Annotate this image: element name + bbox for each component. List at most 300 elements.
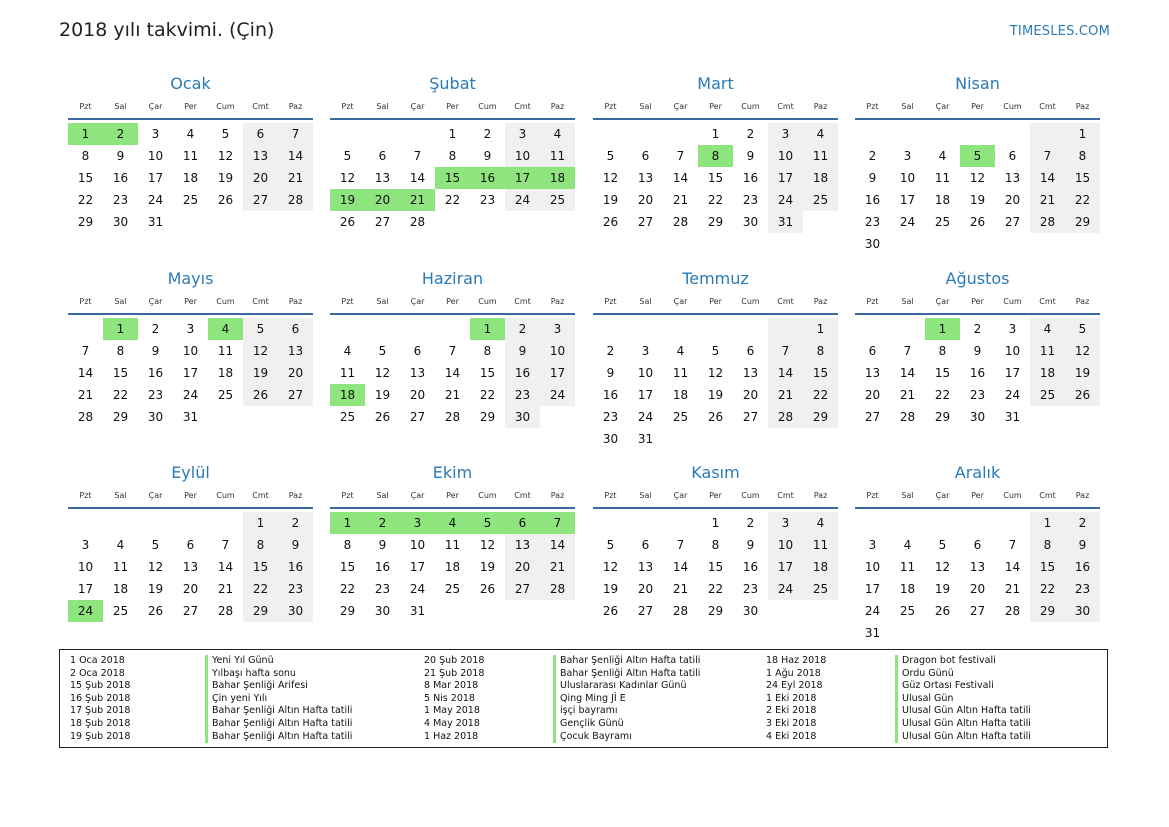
day-cell[interactable]: 17 bbox=[899, 193, 916, 207]
day-cell[interactable]: 4 bbox=[903, 538, 912, 552]
day-cell[interactable]: 21 bbox=[217, 582, 234, 596]
day-cell[interactable]: 10 bbox=[77, 560, 94, 574]
day-cell[interactable]: 24 bbox=[768, 578, 803, 600]
day-cell[interactable]: 3 bbox=[540, 318, 575, 340]
day-cell[interactable]: 3 bbox=[903, 149, 912, 163]
day-cell[interactable]: 29 bbox=[707, 215, 724, 229]
day-cell[interactable]: 1 bbox=[1065, 123, 1100, 145]
day-cell[interactable]: 18 bbox=[899, 582, 916, 596]
day-cell[interactable]: 2 bbox=[1065, 512, 1100, 534]
day-cell[interactable]: 19 bbox=[374, 388, 391, 402]
day-cell[interactable]: 14 bbox=[77, 366, 94, 380]
holiday-day-cell[interactable]: 3 bbox=[400, 512, 435, 534]
day-cell[interactable]: 19 bbox=[243, 362, 278, 384]
holiday-day-cell[interactable]: 1 bbox=[470, 318, 505, 340]
day-cell[interactable]: 3 bbox=[868, 538, 877, 552]
day-cell[interactable]: 23 bbox=[479, 193, 496, 207]
day-cell[interactable]: 20 bbox=[637, 582, 654, 596]
day-cell[interactable]: 21 bbox=[899, 388, 916, 402]
day-cell[interactable]: 17 bbox=[77, 582, 94, 596]
day-cell[interactable]: 21 bbox=[672, 582, 689, 596]
day-cell[interactable]: 6 bbox=[641, 538, 650, 552]
day-cell[interactable]: 9 bbox=[483, 149, 492, 163]
day-cell[interactable]: 22 bbox=[77, 193, 94, 207]
day-cell[interactable]: 21 bbox=[1004, 582, 1021, 596]
day-cell[interactable]: 28 bbox=[217, 604, 234, 618]
day-cell[interactable]: 15 bbox=[77, 171, 94, 185]
day-cell[interactable]: 4 bbox=[803, 123, 838, 145]
day-cell[interactable]: 13 bbox=[243, 145, 278, 167]
day-cell[interactable]: 7 bbox=[768, 340, 803, 362]
day-cell[interactable]: 8 bbox=[81, 149, 90, 163]
day-cell[interactable]: 18 bbox=[217, 366, 234, 380]
day-cell[interactable]: 23 bbox=[147, 388, 164, 402]
day-cell[interactable]: 18 bbox=[672, 388, 689, 402]
day-cell[interactable]: 8 bbox=[711, 538, 720, 552]
day-cell[interactable]: 27 bbox=[637, 604, 654, 618]
day-cell[interactable]: 10 bbox=[768, 534, 803, 556]
day-cell[interactable]: 22 bbox=[112, 388, 129, 402]
day-cell[interactable]: 13 bbox=[637, 171, 654, 185]
day-cell[interactable]: 12 bbox=[479, 538, 496, 552]
day-cell[interactable]: 8 bbox=[116, 344, 125, 358]
day-cell[interactable]: 17 bbox=[637, 388, 654, 402]
day-cell[interactable]: 14 bbox=[278, 145, 313, 167]
day-cell[interactable]: 12 bbox=[147, 560, 164, 574]
day-cell[interactable]: 30 bbox=[112, 215, 129, 229]
day-cell[interactable]: 2 bbox=[973, 322, 982, 336]
day-cell[interactable]: 12 bbox=[339, 171, 356, 185]
day-cell[interactable]: 16 bbox=[147, 366, 164, 380]
day-cell[interactable]: 29 bbox=[112, 410, 129, 424]
day-cell[interactable]: 18 bbox=[1030, 362, 1065, 384]
day-cell[interactable]: 6 bbox=[378, 149, 387, 163]
day-cell[interactable]: 16 bbox=[374, 560, 391, 574]
day-cell[interactable]: 27 bbox=[637, 215, 654, 229]
day-cell[interactable]: 12 bbox=[707, 366, 724, 380]
day-cell[interactable]: 4 bbox=[1030, 318, 1065, 340]
day-cell[interactable]: 10 bbox=[182, 344, 199, 358]
day-cell[interactable]: 19 bbox=[1065, 362, 1100, 384]
day-cell[interactable]: 2 bbox=[868, 149, 877, 163]
day-cell[interactable]: 30 bbox=[742, 604, 759, 618]
day-cell[interactable]: 23 bbox=[742, 193, 759, 207]
day-cell[interactable]: 12 bbox=[1065, 340, 1100, 362]
day-cell[interactable]: 12 bbox=[969, 171, 986, 185]
day-cell[interactable]: 22 bbox=[707, 193, 724, 207]
day-cell[interactable]: 14 bbox=[899, 366, 916, 380]
holiday-day-cell[interactable]: 7 bbox=[540, 512, 575, 534]
day-cell[interactable]: 29 bbox=[707, 604, 724, 618]
day-cell[interactable]: 6 bbox=[243, 123, 278, 145]
day-cell[interactable]: 8 bbox=[483, 344, 492, 358]
day-cell[interactable]: 5 bbox=[378, 344, 387, 358]
day-cell[interactable]: 2 bbox=[483, 127, 492, 141]
day-cell[interactable]: 19 bbox=[479, 560, 496, 574]
day-cell[interactable]: 29 bbox=[803, 406, 838, 428]
day-cell[interactable]: 7 bbox=[221, 538, 230, 552]
day-cell[interactable]: 11 bbox=[934, 171, 951, 185]
holiday-day-cell[interactable]: 5 bbox=[470, 512, 505, 534]
day-cell[interactable]: 27 bbox=[243, 189, 278, 211]
day-cell[interactable]: 26 bbox=[934, 604, 951, 618]
day-cell[interactable]: 31 bbox=[182, 410, 199, 424]
day-cell[interactable]: 15 bbox=[479, 366, 496, 380]
day-cell[interactable]: 9 bbox=[1065, 534, 1100, 556]
day-cell[interactable]: 26 bbox=[707, 410, 724, 424]
day-cell[interactable]: 16 bbox=[864, 193, 881, 207]
day-cell[interactable]: 16 bbox=[1065, 556, 1100, 578]
day-cell[interactable]: 14 bbox=[672, 171, 689, 185]
day-cell[interactable]: 13 bbox=[278, 340, 313, 362]
day-cell[interactable]: 30 bbox=[742, 215, 759, 229]
day-cell[interactable]: 12 bbox=[602, 171, 619, 185]
day-cell[interactable]: 3 bbox=[186, 322, 195, 336]
day-cell[interactable]: 7 bbox=[903, 344, 912, 358]
day-cell[interactable]: 13 bbox=[864, 366, 881, 380]
day-cell[interactable]: 12 bbox=[602, 560, 619, 574]
day-cell[interactable]: 24 bbox=[182, 388, 199, 402]
day-cell[interactable]: 24 bbox=[409, 582, 426, 596]
day-cell[interactable]: 27 bbox=[505, 578, 540, 600]
day-cell[interactable]: 26 bbox=[243, 384, 278, 406]
day-cell[interactable]: 31 bbox=[147, 215, 164, 229]
day-cell[interactable]: 30 bbox=[602, 432, 619, 446]
day-cell[interactable]: 18 bbox=[182, 171, 199, 185]
day-cell[interactable]: 8 bbox=[803, 340, 838, 362]
day-cell[interactable]: 1 bbox=[243, 512, 278, 534]
day-cell[interactable]: 9 bbox=[116, 149, 125, 163]
day-cell[interactable]: 3 bbox=[505, 123, 540, 145]
day-cell[interactable]: 21 bbox=[672, 193, 689, 207]
day-cell[interactable]: 11 bbox=[217, 344, 234, 358]
day-cell[interactable]: 25 bbox=[540, 189, 575, 211]
day-cell[interactable]: 19 bbox=[602, 193, 619, 207]
day-cell[interactable]: 15 bbox=[707, 171, 724, 185]
day-cell[interactable]: 9 bbox=[505, 340, 540, 362]
day-cell[interactable]: 26 bbox=[374, 410, 391, 424]
day-cell[interactable]: 28 bbox=[1004, 604, 1021, 618]
day-cell[interactable]: 25 bbox=[444, 582, 461, 596]
day-cell[interactable]: 29 bbox=[934, 410, 951, 424]
day-cell[interactable]: 4 bbox=[676, 344, 685, 358]
day-cell[interactable]: 5 bbox=[221, 127, 230, 141]
day-cell[interactable]: 28 bbox=[899, 410, 916, 424]
day-cell[interactable]: 10 bbox=[147, 149, 164, 163]
day-cell[interactable]: 20 bbox=[637, 193, 654, 207]
day-cell[interactable]: 28 bbox=[409, 215, 426, 229]
day-cell[interactable]: 17 bbox=[768, 556, 803, 578]
holiday-day-cell[interactable]: 4 bbox=[208, 318, 243, 340]
day-cell[interactable]: 6 bbox=[641, 149, 650, 163]
day-cell[interactable]: 24 bbox=[637, 410, 654, 424]
day-cell[interactable]: 14 bbox=[217, 560, 234, 574]
holiday-day-cell[interactable]: 18 bbox=[540, 167, 575, 189]
day-cell[interactable]: 13 bbox=[969, 560, 986, 574]
day-cell[interactable]: 25 bbox=[112, 604, 129, 618]
day-cell[interactable]: 1 bbox=[1030, 512, 1065, 534]
day-cell[interactable]: 9 bbox=[868, 171, 877, 185]
day-cell[interactable]: 26 bbox=[147, 604, 164, 618]
day-cell[interactable]: 22 bbox=[707, 582, 724, 596]
day-cell[interactable]: 12 bbox=[243, 340, 278, 362]
day-cell[interactable]: 1 bbox=[711, 516, 720, 530]
day-cell[interactable]: 17 bbox=[182, 366, 199, 380]
day-cell[interactable]: 2 bbox=[151, 322, 160, 336]
day-cell[interactable]: 15 bbox=[339, 560, 356, 574]
day-cell[interactable]: 21 bbox=[444, 388, 461, 402]
day-cell[interactable]: 9 bbox=[378, 538, 387, 552]
day-cell[interactable]: 27 bbox=[1004, 215, 1021, 229]
day-cell[interactable]: 4 bbox=[803, 512, 838, 534]
day-cell[interactable]: 25 bbox=[934, 215, 951, 229]
day-cell[interactable]: 30 bbox=[147, 410, 164, 424]
day-cell[interactable]: 26 bbox=[602, 604, 619, 618]
day-cell[interactable]: 13 bbox=[409, 366, 426, 380]
day-cell[interactable]: 16 bbox=[505, 362, 540, 384]
day-cell[interactable]: 13 bbox=[1004, 171, 1021, 185]
day-cell[interactable]: 5 bbox=[243, 318, 278, 340]
day-cell[interactable]: 22 bbox=[1030, 578, 1065, 600]
day-cell[interactable]: 10 bbox=[540, 340, 575, 362]
day-cell[interactable]: 26 bbox=[217, 193, 234, 207]
day-cell[interactable]: 16 bbox=[969, 366, 986, 380]
day-cell[interactable]: 15 bbox=[1030, 556, 1065, 578]
day-cell[interactable]: 28 bbox=[444, 410, 461, 424]
day-cell[interactable]: 7 bbox=[81, 344, 90, 358]
day-cell[interactable]: 29 bbox=[1065, 211, 1100, 233]
holiday-day-cell[interactable]: 6 bbox=[505, 512, 540, 534]
day-cell[interactable]: 22 bbox=[339, 582, 356, 596]
day-cell[interactable]: 25 bbox=[803, 578, 838, 600]
day-cell[interactable]: 9 bbox=[746, 149, 755, 163]
day-cell[interactable]: 27 bbox=[182, 604, 199, 618]
day-cell[interactable]: 6 bbox=[868, 344, 877, 358]
day-cell[interactable]: 7 bbox=[676, 149, 685, 163]
day-cell[interactable]: 4 bbox=[116, 538, 125, 552]
day-cell[interactable]: 20 bbox=[742, 388, 759, 402]
day-cell[interactable]: 6 bbox=[973, 538, 982, 552]
day-cell[interactable]: 28 bbox=[672, 215, 689, 229]
day-cell[interactable]: 8 bbox=[243, 534, 278, 556]
day-cell[interactable]: 28 bbox=[77, 410, 94, 424]
day-cell[interactable]: 7 bbox=[676, 538, 685, 552]
day-cell[interactable]: 6 bbox=[746, 344, 755, 358]
day-cell[interactable]: 12 bbox=[374, 366, 391, 380]
day-cell[interactable]: 13 bbox=[637, 560, 654, 574]
day-cell[interactable]: 18 bbox=[803, 167, 838, 189]
day-cell[interactable]: 16 bbox=[742, 171, 759, 185]
day-cell[interactable]: 1 bbox=[448, 127, 457, 141]
holiday-day-cell[interactable]: 2 bbox=[103, 123, 138, 145]
day-cell[interactable]: 20 bbox=[409, 388, 426, 402]
day-cell[interactable]: 11 bbox=[540, 145, 575, 167]
day-cell[interactable]: 3 bbox=[151, 127, 160, 141]
day-cell[interactable]: 11 bbox=[444, 538, 461, 552]
day-cell[interactable]: 7 bbox=[1008, 538, 1017, 552]
day-cell[interactable]: 9 bbox=[606, 366, 615, 380]
day-cell[interactable]: 27 bbox=[969, 604, 986, 618]
day-cell[interactable]: 15 bbox=[243, 556, 278, 578]
day-cell[interactable]: 3 bbox=[768, 512, 803, 534]
day-cell[interactable]: 6 bbox=[186, 538, 195, 552]
day-cell[interactable]: 4 bbox=[938, 149, 947, 163]
day-cell[interactable]: 31 bbox=[768, 211, 803, 233]
day-cell[interactable]: 29 bbox=[479, 410, 496, 424]
day-cell[interactable]: 23 bbox=[374, 582, 391, 596]
day-cell[interactable]: 13 bbox=[374, 171, 391, 185]
day-cell[interactable]: 8 bbox=[1030, 534, 1065, 556]
day-cell[interactable]: 24 bbox=[505, 189, 540, 211]
day-cell[interactable]: 19 bbox=[707, 388, 724, 402]
day-cell[interactable]: 1 bbox=[711, 127, 720, 141]
day-cell[interactable]: 30 bbox=[969, 410, 986, 424]
day-cell[interactable]: 24 bbox=[899, 215, 916, 229]
day-cell[interactable]: 5 bbox=[1065, 318, 1100, 340]
day-cell[interactable]: 3 bbox=[1008, 322, 1017, 336]
day-cell[interactable]: 6 bbox=[278, 318, 313, 340]
day-cell[interactable]: 21 bbox=[768, 384, 803, 406]
day-cell[interactable]: 9 bbox=[746, 538, 755, 552]
day-cell[interactable]: 26 bbox=[602, 215, 619, 229]
day-cell[interactable]: 11 bbox=[899, 560, 916, 574]
day-cell[interactable]: 28 bbox=[768, 406, 803, 428]
day-cell[interactable]: 17 bbox=[540, 362, 575, 384]
day-cell[interactable]: 27 bbox=[864, 410, 881, 424]
day-cell[interactable]: 25 bbox=[672, 410, 689, 424]
day-cell[interactable]: 11 bbox=[803, 534, 838, 556]
day-cell[interactable]: 6 bbox=[413, 344, 422, 358]
day-cell[interactable]: 27 bbox=[374, 215, 391, 229]
day-cell[interactable]: 16 bbox=[742, 560, 759, 574]
day-cell[interactable]: 11 bbox=[803, 145, 838, 167]
day-cell[interactable]: 29 bbox=[243, 600, 278, 622]
day-cell[interactable]: 10 bbox=[505, 145, 540, 167]
day-cell[interactable]: 30 bbox=[505, 406, 540, 428]
day-cell[interactable]: 10 bbox=[637, 366, 654, 380]
day-cell[interactable]: 19 bbox=[934, 582, 951, 596]
day-cell[interactable]: 30 bbox=[1065, 600, 1100, 622]
day-cell[interactable]: 5 bbox=[151, 538, 160, 552]
holiday-day-cell[interactable]: 20 bbox=[365, 189, 400, 211]
day-cell[interactable]: 22 bbox=[1065, 189, 1100, 211]
day-cell[interactable]: 30 bbox=[864, 237, 881, 251]
day-cell[interactable]: 16 bbox=[112, 171, 129, 185]
holiday-day-cell[interactable]: 5 bbox=[960, 145, 995, 167]
day-cell[interactable]: 5 bbox=[606, 149, 615, 163]
day-cell[interactable]: 11 bbox=[339, 366, 356, 380]
day-cell[interactable]: 4 bbox=[186, 127, 195, 141]
holiday-day-cell[interactable]: 21 bbox=[400, 189, 435, 211]
day-cell[interactable]: 11 bbox=[672, 366, 689, 380]
day-cell[interactable]: 27 bbox=[278, 384, 313, 406]
day-cell[interactable]: 14 bbox=[409, 171, 426, 185]
day-cell[interactable]: 20 bbox=[505, 556, 540, 578]
day-cell[interactable]: 24 bbox=[864, 604, 881, 618]
day-cell[interactable]: 14 bbox=[672, 560, 689, 574]
day-cell[interactable]: 19 bbox=[217, 171, 234, 185]
day-cell[interactable]: 12 bbox=[934, 560, 951, 574]
day-cell[interactable]: 31 bbox=[637, 432, 654, 446]
day-cell[interactable]: 27 bbox=[409, 410, 426, 424]
day-cell[interactable]: 13 bbox=[182, 560, 199, 574]
day-cell[interactable]: 14 bbox=[1030, 167, 1065, 189]
day-cell[interactable]: 12 bbox=[217, 149, 234, 163]
day-cell[interactable]: 17 bbox=[768, 167, 803, 189]
day-cell[interactable]: 29 bbox=[339, 604, 356, 618]
day-cell[interactable]: 20 bbox=[969, 582, 986, 596]
day-cell[interactable]: 13 bbox=[742, 366, 759, 380]
day-cell[interactable]: 8 bbox=[1065, 145, 1100, 167]
day-cell[interactable]: 18 bbox=[803, 556, 838, 578]
day-cell[interactable]: 28 bbox=[1030, 211, 1065, 233]
day-cell[interactable]: 20 bbox=[1004, 193, 1021, 207]
day-cell[interactable]: 29 bbox=[77, 215, 94, 229]
day-cell[interactable]: 26 bbox=[479, 582, 496, 596]
day-cell[interactable]: 8 bbox=[448, 149, 457, 163]
day-cell[interactable]: 22 bbox=[479, 388, 496, 402]
day-cell[interactable]: 10 bbox=[768, 145, 803, 167]
day-cell[interactable]: 17 bbox=[147, 171, 164, 185]
day-cell[interactable]: 14 bbox=[444, 366, 461, 380]
day-cell[interactable]: 14 bbox=[1004, 560, 1021, 574]
day-cell[interactable]: 10 bbox=[1004, 344, 1021, 358]
day-cell[interactable]: 18 bbox=[934, 193, 951, 207]
day-cell[interactable]: 28 bbox=[672, 604, 689, 618]
day-cell[interactable]: 3 bbox=[768, 123, 803, 145]
day-cell[interactable]: 31 bbox=[1004, 410, 1021, 424]
day-cell[interactable]: 26 bbox=[969, 215, 986, 229]
day-cell[interactable]: 7 bbox=[413, 149, 422, 163]
day-cell[interactable]: 25 bbox=[899, 604, 916, 618]
day-cell[interactable]: 27 bbox=[742, 410, 759, 424]
day-cell[interactable]: 22 bbox=[243, 578, 278, 600]
day-cell[interactable]: 19 bbox=[602, 582, 619, 596]
day-cell[interactable]: 15 bbox=[1065, 167, 1100, 189]
day-cell[interactable]: 21 bbox=[540, 556, 575, 578]
day-cell[interactable]: 25 bbox=[217, 388, 234, 402]
day-cell[interactable]: 30 bbox=[374, 604, 391, 618]
day-cell[interactable]: 17 bbox=[1004, 366, 1021, 380]
holiday-day-cell[interactable]: 8 bbox=[698, 145, 733, 167]
day-cell[interactable]: 25 bbox=[339, 410, 356, 424]
day-cell[interactable]: 3 bbox=[81, 538, 90, 552]
day-cell[interactable]: 17 bbox=[864, 582, 881, 596]
day-cell[interactable]: 20 bbox=[864, 388, 881, 402]
day-cell[interactable]: 24 bbox=[1004, 388, 1021, 402]
day-cell[interactable]: 31 bbox=[864, 626, 881, 640]
day-cell[interactable]: 19 bbox=[969, 193, 986, 207]
day-cell[interactable]: 18 bbox=[444, 560, 461, 574]
day-cell[interactable]: 20 bbox=[278, 362, 313, 384]
day-cell[interactable]: 23 bbox=[742, 582, 759, 596]
day-cell[interactable]: 21 bbox=[77, 388, 94, 402]
day-cell[interactable]: 4 bbox=[343, 344, 352, 358]
holiday-day-cell[interactable]: 1 bbox=[925, 318, 960, 340]
day-cell[interactable]: 15 bbox=[934, 366, 951, 380]
day-cell[interactable]: 22 bbox=[803, 384, 838, 406]
holiday-day-cell[interactable]: 1 bbox=[330, 512, 365, 534]
day-cell[interactable]: 18 bbox=[112, 582, 129, 596]
day-cell[interactable]: 19 bbox=[147, 582, 164, 596]
day-cell[interactable]: 5 bbox=[343, 149, 352, 163]
day-cell[interactable]: 2 bbox=[505, 318, 540, 340]
day-cell[interactable]: 9 bbox=[278, 534, 313, 556]
day-cell[interactable]: 24 bbox=[147, 193, 164, 207]
day-cell[interactable]: 25 bbox=[182, 193, 199, 207]
day-cell[interactable]: 22 bbox=[934, 388, 951, 402]
day-cell[interactable]: 1 bbox=[803, 318, 838, 340]
